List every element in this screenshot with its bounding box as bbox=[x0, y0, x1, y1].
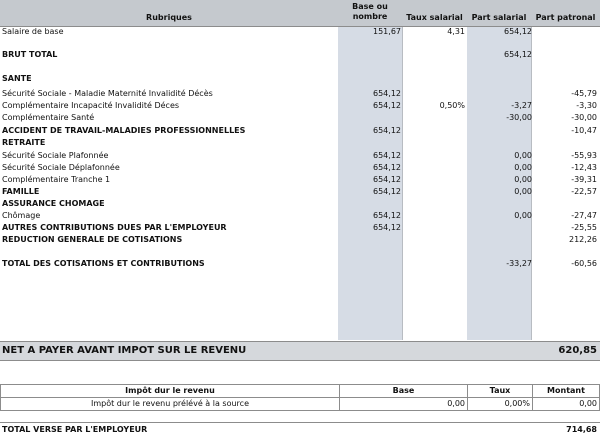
row-base: 654,12 bbox=[373, 89, 401, 98]
table-header bbox=[0, 0, 600, 27]
table-row bbox=[0, 186, 600, 198]
table-row bbox=[0, 26, 600, 38]
row-part-salarial: 654,12 bbox=[504, 50, 532, 59]
row-part-salarial: -33,27 bbox=[506, 259, 532, 268]
row-label: Sécurité Sociale Plafonnée bbox=[2, 151, 109, 160]
row-base: 654,12 bbox=[373, 211, 401, 220]
header-rubriques: Rubriques bbox=[146, 13, 192, 22]
row-label: BRUT TOTAL bbox=[2, 50, 58, 59]
row-base: 654,12 bbox=[373, 175, 401, 184]
table-row bbox=[0, 210, 600, 222]
table-row bbox=[0, 222, 600, 234]
total-verse-row bbox=[0, 422, 600, 437]
row-part-patronal: -39,31 bbox=[571, 175, 597, 184]
row-part-patronal: -10,47 bbox=[571, 126, 597, 135]
table-row bbox=[0, 49, 600, 61]
table-row bbox=[0, 61, 600, 73]
row-part-patronal: -45,79 bbox=[571, 89, 597, 98]
row-label: Complémentaire Santé bbox=[2, 113, 95, 122]
row-part-salarial: -30,00 bbox=[506, 113, 532, 122]
total-verse-label: TOTAL VERSE PAR L'EMPLOYEUR bbox=[2, 425, 148, 434]
table-row bbox=[0, 150, 600, 162]
row-part-patronal: -55,93 bbox=[571, 151, 597, 160]
table-row bbox=[0, 258, 600, 270]
row-base: 654,12 bbox=[373, 223, 401, 232]
table-row bbox=[0, 162, 600, 174]
header-part-salarial: Part salarial bbox=[471, 13, 527, 22]
table-row bbox=[0, 174, 600, 186]
net-label: NET A PAYER AVANT IMPOT SUR LE REVENU bbox=[2, 345, 247, 356]
tax-row-base: 0,00 bbox=[340, 398, 468, 411]
row-label: ASSURANCE CHOMAGE bbox=[2, 199, 105, 208]
table-row bbox=[0, 234, 600, 246]
row-part-salarial: 0,00 bbox=[514, 187, 532, 196]
row-part-salarial: 0,00 bbox=[514, 163, 532, 172]
row-base: 654,12 bbox=[373, 163, 401, 172]
row-part-salarial: 0,00 bbox=[514, 175, 532, 184]
tax-row-label: Impôt dur le revenu prélévé à la source bbox=[1, 398, 340, 411]
row-part-patronal: -30,00 bbox=[571, 113, 597, 122]
table-row bbox=[0, 246, 600, 258]
row-label: FAMILLE bbox=[2, 187, 40, 196]
row-label: Salaire de base bbox=[2, 27, 64, 36]
row-part-patronal: -25,55 bbox=[571, 223, 597, 232]
row-base: 654,12 bbox=[373, 101, 401, 110]
row-label: Complémentaire Incapacité Invalidité Déces bbox=[2, 101, 180, 110]
header-part-patronal: Part patronal bbox=[535, 13, 596, 22]
tax-header-row bbox=[1, 385, 600, 398]
tax-row-taux: 0,00% bbox=[468, 398, 533, 411]
row-part-patronal: -60,56 bbox=[571, 259, 597, 268]
net-value: 620,85 bbox=[558, 345, 597, 356]
row-part-patronal: -12,43 bbox=[571, 163, 597, 172]
row-label: RETRAITE bbox=[2, 138, 46, 147]
tax-header-montant: Montant bbox=[533, 385, 600, 398]
table-row bbox=[0, 137, 600, 149]
row-base: 654,12 bbox=[373, 187, 401, 196]
net-a-payer-row bbox=[0, 341, 600, 361]
row-base: 654,12 bbox=[373, 151, 401, 160]
header-taux-salarial: Taux salarial bbox=[406, 13, 463, 22]
row-label: AUTRES CONTRIBUTIONS DUES PAR L'EMPLOYEUR bbox=[2, 223, 227, 232]
tax-header-label: Impôt dur le revenu bbox=[1, 385, 340, 398]
row-taux-salarial: 4,31 bbox=[447, 27, 465, 36]
row-label: Sécurité Sociale Déplafonnée bbox=[2, 163, 120, 172]
tax-header-base: Base bbox=[340, 385, 468, 398]
header-base: Base ou nombre bbox=[352, 2, 388, 21]
table-row bbox=[0, 73, 600, 85]
row-part-patronal: 212,26 bbox=[569, 235, 597, 244]
row-label: Complémentaire Tranche 1 bbox=[2, 175, 111, 184]
table-row bbox=[0, 100, 600, 112]
row-part-patronal: -27,47 bbox=[571, 211, 597, 220]
row-label: ACCIDENT DE TRAVAIL-MALADIES PROFESSIONNELLES bbox=[2, 126, 246, 135]
row-label: TOTAL DES COTISATIONS ET CONTRIBUTIONS bbox=[2, 259, 205, 268]
row-part-patronal: -3,30 bbox=[576, 101, 597, 110]
total-verse-value: 714,68 bbox=[566, 425, 597, 434]
row-part-patronal: -22,57 bbox=[571, 187, 597, 196]
tax-header-taux: Taux bbox=[468, 385, 533, 398]
row-label: REDUCTION GENERALE DE COTISATIONS bbox=[2, 235, 183, 244]
table-row bbox=[0, 125, 600, 137]
row-label: Chômage bbox=[2, 211, 41, 220]
income-tax-table bbox=[0, 384, 600, 411]
table-row bbox=[0, 112, 600, 124]
row-label: Sécurité Sociale - Maladie Maternité Invalidité Décès bbox=[2, 89, 213, 98]
tax-row bbox=[1, 398, 600, 411]
row-part-salarial: 654,12 bbox=[504, 27, 532, 36]
tax-row-montant: 0,00 bbox=[533, 398, 600, 411]
row-part-salarial: -3,27 bbox=[511, 101, 532, 110]
row-base: 151,67 bbox=[373, 27, 401, 36]
row-taux-salarial: 0,50% bbox=[439, 101, 465, 110]
table-row bbox=[0, 88, 600, 100]
row-label: SANTE bbox=[2, 74, 32, 83]
row-part-salarial: 0,00 bbox=[514, 151, 532, 160]
table-row bbox=[0, 198, 600, 210]
row-part-salarial: 0,00 bbox=[514, 211, 532, 220]
row-base: 654,12 bbox=[373, 126, 401, 135]
